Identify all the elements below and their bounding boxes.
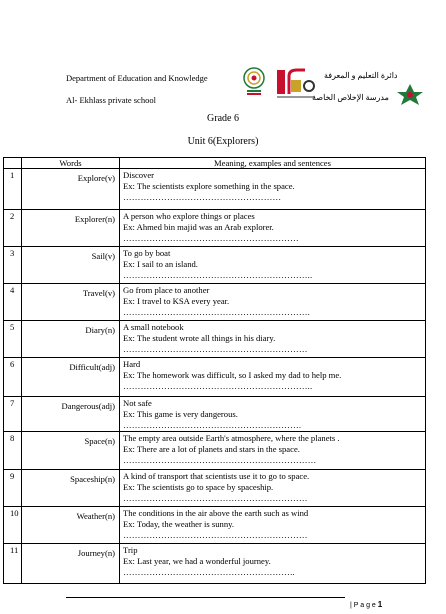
answer-dotted-line: ……………………………………………………… — [123, 344, 308, 354]
answer-dotted-line: ……………………………………………………. — [123, 420, 302, 430]
vocab-meaning: Go from place to another — [123, 285, 210, 295]
row-number: 11 — [4, 544, 22, 584]
row-number: 9 — [4, 470, 22, 507]
vocab-example: Ex: I travel to KSA every year. — [123, 296, 230, 306]
vocab-meaning: A small notebook — [123, 322, 184, 332]
answer-dotted-line: ……………………………………………………….. — [123, 270, 313, 280]
vocabulary-table — [3, 157, 426, 584]
answer-dotted-line: ……………………………………………………….. — [123, 381, 313, 391]
vocab-meaning-cell — [120, 284, 426, 321]
vocab-meaning: The conditions in the air above the earth such as wind — [123, 508, 309, 518]
vocab-word: Sail(v) — [22, 247, 120, 284]
vocab-example: Ex: I sail to an island. — [123, 259, 198, 269]
vocab-meaning: To go by boat — [123, 248, 171, 258]
vocab-word: Weather(n) — [22, 507, 120, 544]
table-row — [4, 284, 426, 321]
answer-dotted-line: ……………………………………………………… — [123, 530, 308, 540]
vocabulary-table-body — [4, 169, 426, 584]
vocab-meaning-cell — [120, 321, 426, 358]
row-number: 7 — [4, 397, 22, 432]
table-row — [4, 470, 426, 507]
answer-dotted-line: ………………………………………………………. — [123, 307, 311, 317]
page-number: 1 — [377, 600, 383, 609]
table-row — [4, 507, 426, 544]
school-name: Al- Ekhlass private school — [66, 95, 156, 105]
row-number: 4 — [4, 284, 22, 321]
vocab-meaning-cell — [120, 358, 426, 397]
vocab-word: Space(n) — [22, 432, 120, 470]
vocab-meaning: Trip — [123, 545, 138, 555]
arabic-school-name: مدرسة الإخلاص الخاصة — [312, 93, 389, 102]
answer-dotted-line: ………………………………………………….. — [123, 567, 295, 577]
department-name: Department of Education and Knowledge — [66, 73, 208, 83]
vocab-meaning-cell — [120, 507, 426, 544]
vocab-word: Journey(n) — [22, 544, 120, 584]
table-row — [4, 432, 426, 470]
arabic-department-name: دائرة التعليم و المعرفة — [324, 71, 398, 80]
page-label: P a g e — [353, 602, 376, 609]
vocab-meaning-cell — [120, 432, 426, 470]
unit-title: Unit 6(Explorers) — [187, 136, 259, 147]
answer-dotted-line: ……………………………………………… — [123, 192, 282, 202]
education-council-logo — [242, 66, 266, 96]
grade-title: Grade 6 — [207, 113, 239, 124]
vocab-word: Explore(v) — [22, 169, 120, 210]
emblem-logo — [393, 82, 427, 108]
table-row — [4, 544, 426, 584]
vocab-example: Ex: Last year, we had a wonderful journey. — [123, 556, 271, 566]
footer-divider — [66, 597, 345, 598]
column-header-meaning: Meaning, examples and sentences — [120, 158, 426, 169]
column-header-number — [4, 158, 22, 169]
vocab-example: Ex: Today, the weather is sunny. — [123, 519, 235, 529]
vocab-word: Travel(v) — [22, 284, 120, 321]
vocab-meaning: Not safe — [123, 398, 152, 408]
vocab-meaning: Discover — [123, 170, 155, 180]
vocab-meaning-cell — [120, 397, 426, 432]
vocab-word: Difficult(adj) — [22, 358, 120, 397]
table-row — [4, 397, 426, 432]
vocab-example: Ex: Ahmed bin majid was an Arab explorer. — [123, 222, 274, 232]
answer-dotted-line: ………………………………………………………… — [123, 455, 317, 465]
vocab-example: Ex: The scientists explore something in the space. — [123, 181, 295, 191]
answer-dotted-line: …………………………………………………… — [123, 233, 299, 243]
vocab-meaning-cell — [120, 169, 426, 210]
table-row — [4, 358, 426, 397]
ibda-logo — [275, 66, 317, 102]
vocab-word: Dangerous(adj) — [22, 397, 120, 432]
vocab-word: Explorer(n) — [22, 210, 120, 247]
row-number: 8 — [4, 432, 22, 470]
table-row — [4, 210, 426, 247]
vocab-example: Ex: This game is very dangerous. — [123, 409, 238, 419]
table-row — [4, 321, 426, 358]
row-number: 6 — [4, 358, 22, 397]
answer-dotted-line: ……………………………………………………… — [123, 493, 308, 503]
vocab-meaning: Hard — [123, 359, 141, 369]
vocab-meaning: A kind of transport that scientists use it to go to space. — [123, 471, 310, 481]
row-number: 10 — [4, 507, 22, 544]
vocab-example: Ex: The homework was difficult, so I asked my dad to help me. — [123, 370, 342, 380]
vocab-word: Diary(n) — [22, 321, 120, 358]
table-row — [4, 247, 426, 284]
vocab-meaning-cell — [120, 247, 426, 284]
vocab-example: Ex: There are a lot of planets and stars in the space. — [123, 444, 300, 454]
page-header — [0, 0, 446, 110]
row-number: 3 — [4, 247, 22, 284]
table-header-row — [4, 158, 426, 169]
column-header-words: Words — [22, 158, 120, 169]
row-number: 1 — [4, 169, 22, 210]
vocab-meaning-cell — [120, 210, 426, 247]
table-row — [4, 169, 426, 210]
vocab-meaning-cell — [120, 544, 426, 584]
vocab-example: Ex: The student wrote all things in his diary. — [123, 333, 276, 343]
row-number: 5 — [4, 321, 22, 358]
vocab-example: Ex: The scientists go to space by spaceship. — [123, 482, 274, 492]
row-number: 2 — [4, 210, 22, 247]
vocab-meaning: A person who explore things or places — [123, 211, 255, 221]
vocab-word: Spaceship(n) — [22, 470, 120, 507]
vocab-meaning: The empty area outside Earth's atmosphere, where the planets . — [123, 433, 340, 443]
vocab-meaning-cell — [120, 470, 426, 507]
page-footer: | P a g e 1 — [350, 600, 383, 609]
